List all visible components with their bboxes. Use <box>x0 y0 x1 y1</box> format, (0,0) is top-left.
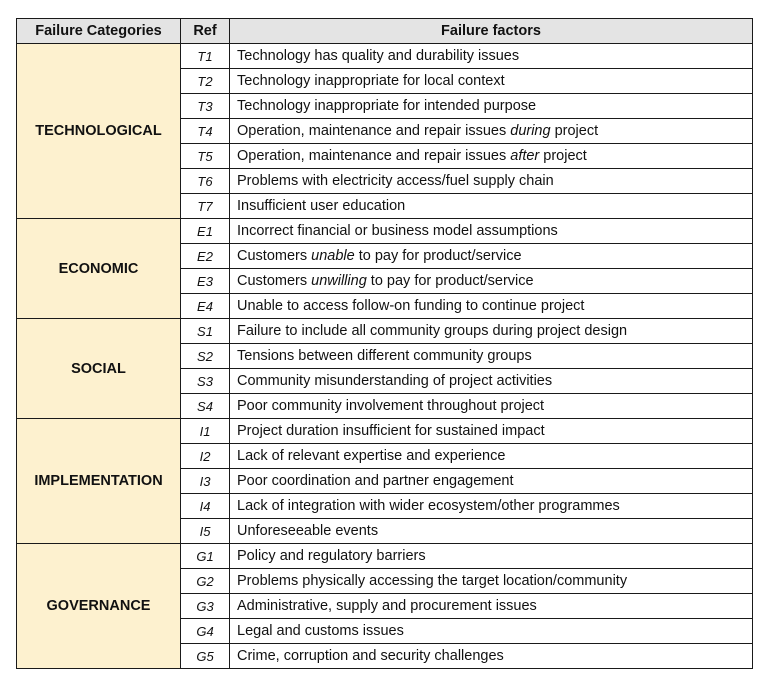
factor-text: Technology inappropriate for local context <box>237 73 505 89</box>
factor-cell <box>230 369 753 394</box>
ref-cell: E1 <box>181 219 230 244</box>
factor-cell <box>230 469 753 494</box>
table-row <box>17 319 753 344</box>
failure-factors-table <box>16 18 753 669</box>
category-cell: GOVERNANCE <box>17 544 181 669</box>
factor-cell <box>230 94 753 119</box>
ref-cell: T2 <box>181 69 230 94</box>
ref-cell: I4 <box>181 494 230 519</box>
factor-text: Crime, corruption and security challenges <box>237 648 504 664</box>
ref-cell: S2 <box>181 344 230 369</box>
ref-cell: I5 <box>181 519 230 544</box>
header-row <box>17 19 753 44</box>
factor-text: Project duration insufficient for sustained impact <box>237 423 545 439</box>
factor-text: Operation, maintenance and repair issues <box>237 148 511 164</box>
factor-cell <box>230 344 753 369</box>
category-cell: ECONOMIC <box>17 219 181 319</box>
factor-text: project <box>550 123 599 139</box>
factor-emphasis-text: unwilling <box>311 273 367 289</box>
factor-emphasis-text: after <box>510 148 540 164</box>
factor-text: Lack of relevant expertise and experience <box>237 448 506 464</box>
factor-cell <box>230 169 753 194</box>
ref-cell: T5 <box>181 144 230 169</box>
header-failure-factors: Failure factors <box>230 19 753 44</box>
factor-cell <box>230 569 753 594</box>
factor-cell <box>230 594 753 619</box>
category-cell: IMPLEMENTATION <box>17 419 181 544</box>
factor-cell <box>230 544 753 569</box>
factor-cell <box>230 219 753 244</box>
factor-text: Legal and customs issues <box>237 623 404 639</box>
ref-cell: G1 <box>181 544 230 569</box>
factor-text: Technology inappropriate for intended purpose <box>237 98 537 114</box>
factor-cell <box>230 394 753 419</box>
factor-text: Failure to include all community groups during project design <box>237 323 628 339</box>
table-row <box>17 219 753 244</box>
ref-cell: S1 <box>181 319 230 344</box>
factor-text: Unable to access follow-on funding to continue project <box>237 298 585 314</box>
ref-cell: T4 <box>181 119 230 144</box>
factor-text: Technology has quality and durability issues <box>237 48 520 64</box>
table-header <box>17 19 753 44</box>
factor-cell <box>230 244 753 269</box>
factor-text: Incorrect financial or business model assumptions <box>237 223 558 239</box>
factor-cell <box>230 444 753 469</box>
factor-text: project <box>539 148 587 164</box>
factor-cell <box>230 294 753 319</box>
factor-text: Poor coordination and partner engagement <box>237 473 514 489</box>
factor-text: Lack of integration with wider ecosystem/other programmes <box>237 498 620 514</box>
table-row <box>17 544 753 569</box>
factor-cell <box>230 144 753 169</box>
factor-cell <box>230 644 753 669</box>
factor-cell <box>230 194 753 219</box>
ref-cell: E4 <box>181 294 230 319</box>
ref-cell: I2 <box>181 444 230 469</box>
ref-cell: T3 <box>181 94 230 119</box>
factor-text: Tensions between different community groups <box>237 348 532 364</box>
factor-text: Customers <box>237 248 312 264</box>
factor-text: Policy and regulatory barriers <box>237 548 426 564</box>
factor-text: Insufficient user education <box>237 198 406 214</box>
factor-cell <box>230 494 753 519</box>
factor-text: Operation, maintenance and repair issues <box>237 123 511 139</box>
factor-cell <box>230 619 753 644</box>
factor-text: Customers <box>237 273 312 289</box>
factor-cell <box>230 269 753 294</box>
ref-cell: E3 <box>181 269 230 294</box>
factor-emphasis-text: unable <box>311 248 355 264</box>
ref-cell: T6 <box>181 169 230 194</box>
factor-text: Unforeseeable events <box>237 523 379 539</box>
category-cell: SOCIAL <box>17 319 181 419</box>
ref-cell: G4 <box>181 619 230 644</box>
table-body <box>17 44 753 669</box>
ref-cell: S4 <box>181 394 230 419</box>
factor-cell <box>230 44 753 69</box>
factor-cell <box>230 119 753 144</box>
factor-text: Administrative, supply and procurement issues <box>237 598 537 614</box>
ref-cell: E2 <box>181 244 230 269</box>
ref-cell: S3 <box>181 369 230 394</box>
ref-cell: I1 <box>181 419 230 444</box>
ref-cell: G3 <box>181 594 230 619</box>
factor-cell <box>230 419 753 444</box>
ref-cell: G2 <box>181 569 230 594</box>
ref-cell: G5 <box>181 644 230 669</box>
factor-emphasis-text: during <box>510 123 551 139</box>
header-failure-categories: Failure Categories <box>17 19 181 44</box>
factor-text: Problems with electricity access/fuel supply chain <box>237 173 554 189</box>
ref-cell: T7 <box>181 194 230 219</box>
table-row <box>17 44 753 69</box>
category-cell: TECHNOLOGICAL <box>17 44 181 219</box>
factor-cell <box>230 319 753 344</box>
factor-text: Community misunderstanding of project activities <box>237 373 553 389</box>
header-ref: Ref <box>181 19 230 44</box>
table-row <box>17 419 753 444</box>
ref-cell: T1 <box>181 44 230 69</box>
factor-text: to pay for product/service <box>354 248 522 264</box>
factor-text: Problems physically accessing the target location/community <box>237 573 628 589</box>
factor-cell <box>230 69 753 94</box>
ref-cell: I3 <box>181 469 230 494</box>
factor-text: to pay for product/service <box>366 273 534 289</box>
factor-text: Poor community involvement throughout project <box>237 398 545 414</box>
factor-cell <box>230 519 753 544</box>
